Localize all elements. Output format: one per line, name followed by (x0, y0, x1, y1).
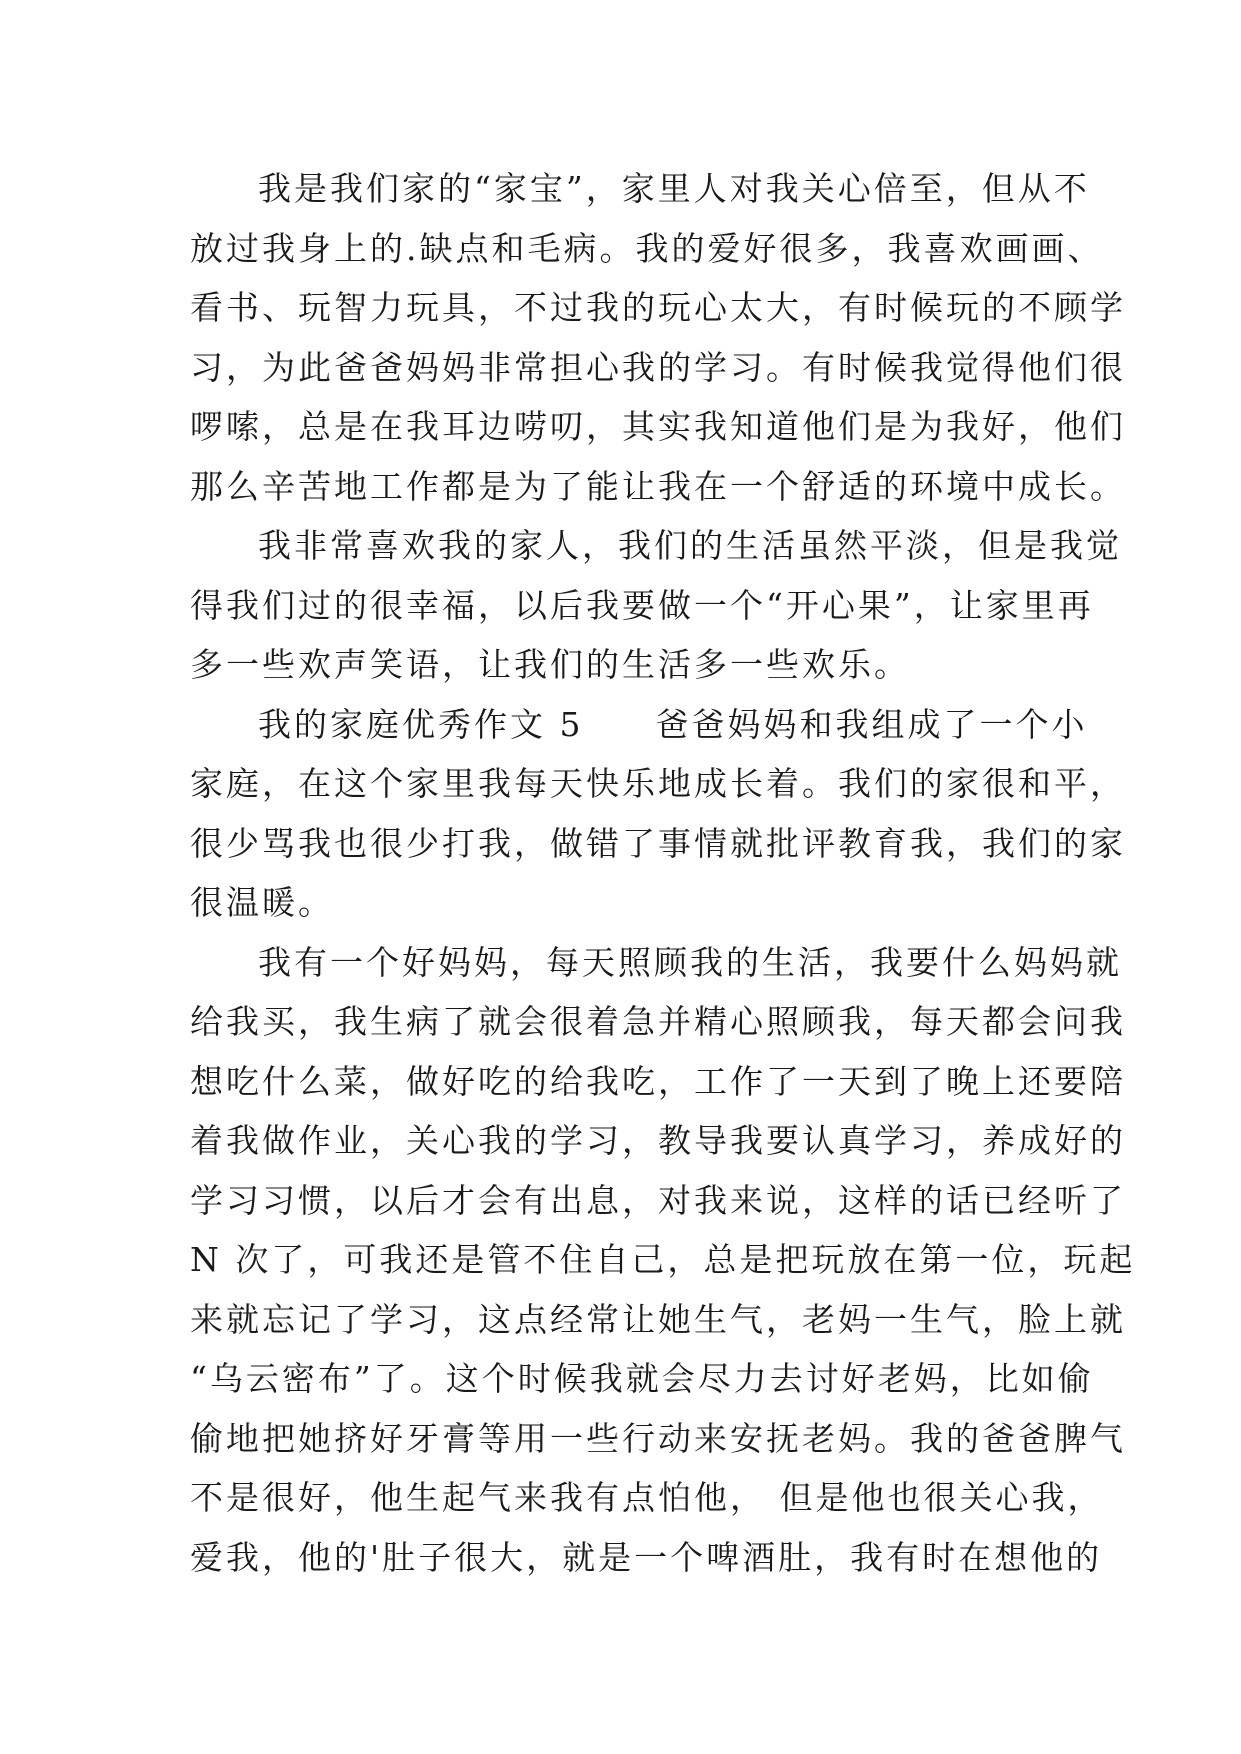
text-line: 给我买，我生病了就会很着急并精心照顾我，每天都会问我 (190, 1002, 1126, 1041)
text-line: 多一些欢声笑语，让我们的生活多一些欢乐。 (190, 645, 910, 684)
text-line: 我有一个好妈妈，每天照顾我的生活，我要什么妈妈就 (258, 942, 1122, 982)
text-line: 来就忘记了学习，这点经常让她生气，老妈一生气，脸上就 (190, 1299, 1126, 1339)
text-line: “乌云密布”了。这个时候我就会尽力去讨好老妈，比如偷 (190, 1359, 1094, 1398)
text-line: 得我们过的很幸福，以后我要做一个“开心果”，让家里再 (190, 585, 1094, 625)
text-line: 那么辛苦地工作都是为了能让我在一个舒适的环境中成长。 (190, 466, 1126, 506)
text-line: 我是我们家的“家宝”，家里人对我关心倍至，但从不 (258, 169, 1090, 208)
text-line: 习，为此爸爸妈妈非常担心我的学习。有时候我觉得他们很 (190, 347, 1126, 387)
text-line: 放过我身上的.缺点和毛病。我的爱好很多，我喜欢画画、 (190, 228, 1104, 268)
text-line: 爱我，他的'肚子很大，就是一个啤酒肚，我有时在想他的 (190, 1537, 1103, 1577)
text-line: 学习习惯，以后才会有出息，对我来说，这样的话已经听了 (190, 1180, 1126, 1220)
text-line: 很少骂我也很少打我，做错了事情就批评教育我，我们的家 (190, 823, 1126, 863)
essay-body (190, 159, 1136, 1587)
text-line: 啰嗦，总是在我耳边唠叨，其实我知道他们是为我好，他们 (190, 407, 1126, 446)
text-line: 我非常喜欢我的家人，我们的生活虽然平淡，但是我觉 (258, 526, 1122, 565)
text-line: 看书、玩智力玩具，不过我的玩心太大，有时候玩的不顾学 (190, 288, 1126, 327)
text-line: 家庭，在这个家里我每天快乐地成长着。我们的家很和平， (190, 764, 1126, 803)
text-line: 想吃什么菜，做好吃的给我吃，工作了一天到了晚上还要陪 (190, 1061, 1126, 1101)
text-line: 不是很好，他生起气来我有点怕他， 但是他也很关心我， (190, 1478, 1104, 1517)
essay-heading-line: 我的家庭优秀作文 5 爸爸妈妈和我组成了一个小 (258, 704, 1088, 744)
text-line: 着我做作业，关心我的学习，教导我要认真学习，养成好的 (190, 1121, 1126, 1160)
text-line: 偷地把她挤好牙膏等用一些行动来安抚老妈。我的爸爸脾气 (190, 1418, 1126, 1458)
text-line: 很温暖。 (190, 883, 334, 922)
text-line: N 次了，可我还是管不住自己，总是把玩放在第一位，玩起 (190, 1240, 1136, 1279)
